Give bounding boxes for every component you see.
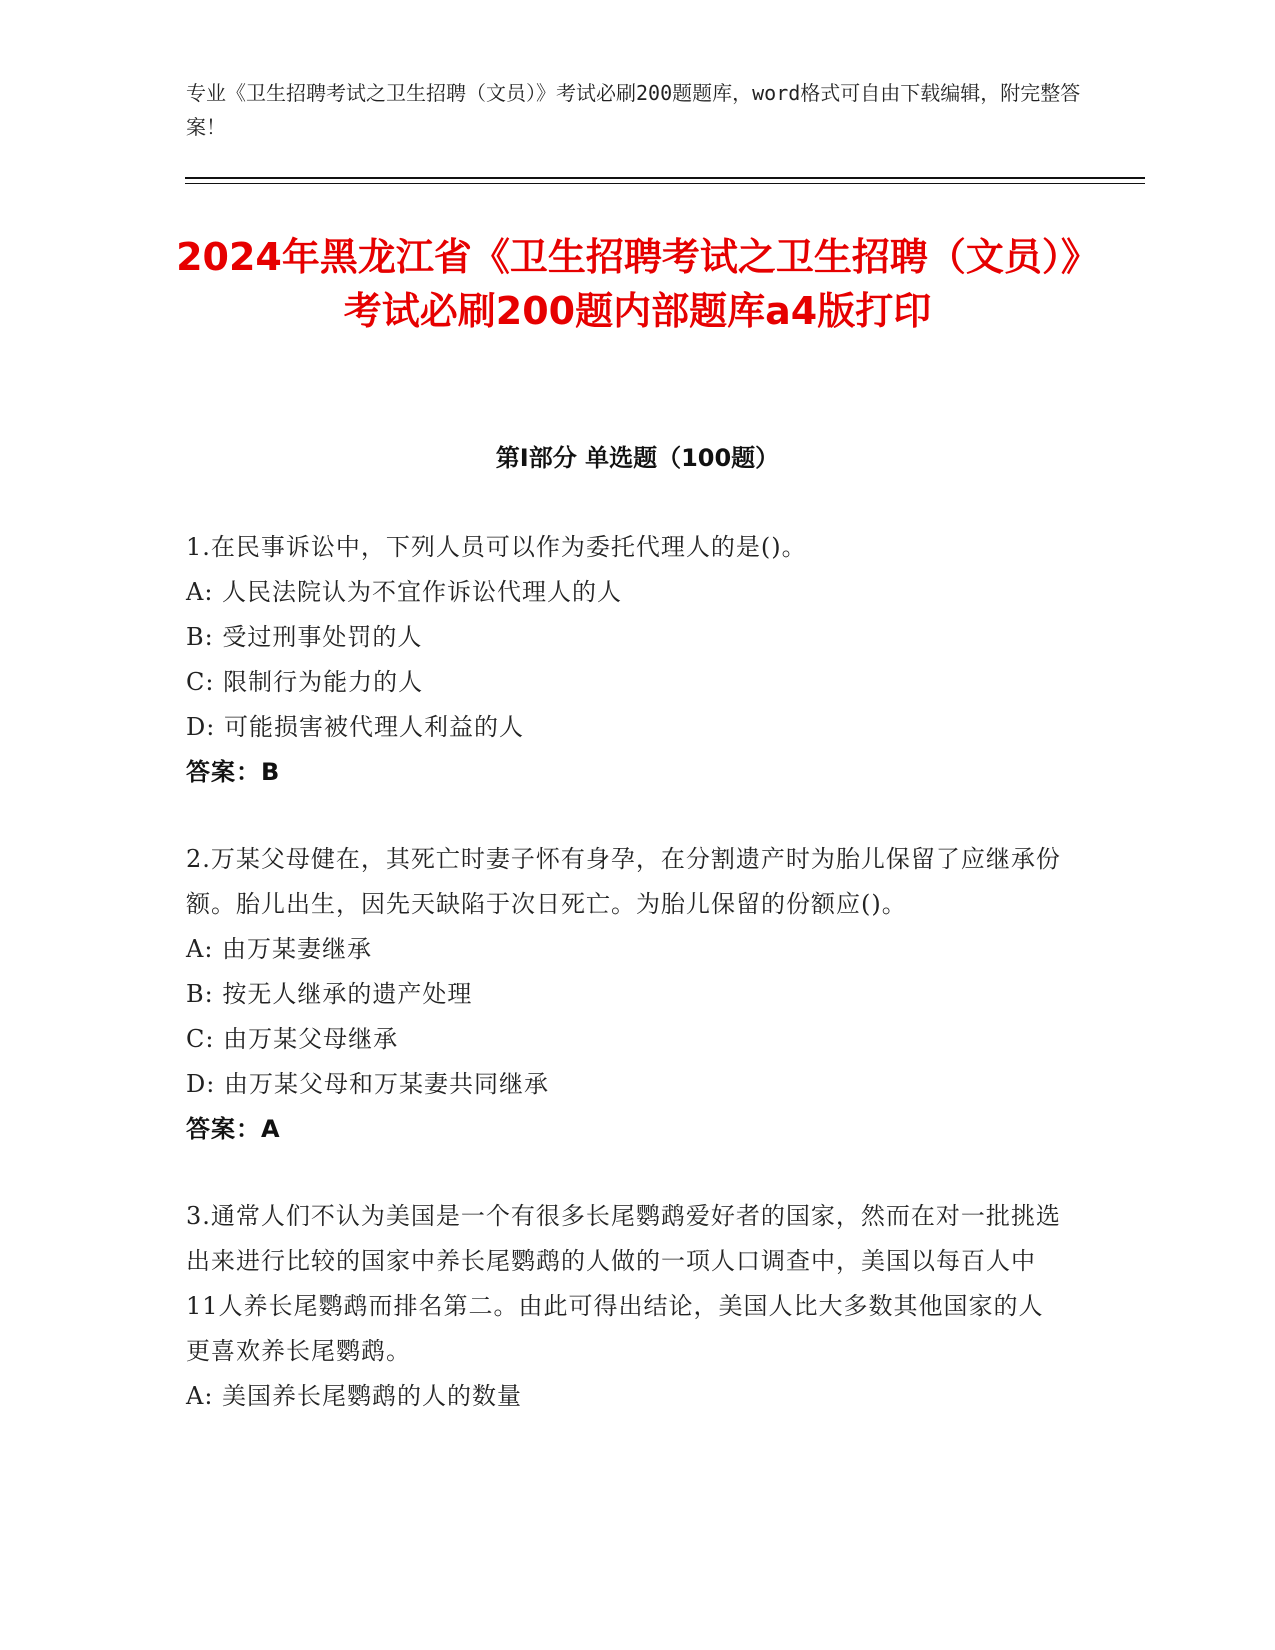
option-d: D: 可能损害被代理人利益的人	[186, 713, 524, 741]
question-text: 2.万某父母健在，其死亡时妻子怀有身孕，在分割遗产时为胎儿保留了应继承份额。胎儿出生，因先天缺陷于次日死亡。为胎儿保留的份额应()。	[186, 845, 1061, 918]
option-b: B: 按无人继承的遗产处理	[186, 980, 473, 1008]
header-rule-thick	[185, 177, 1145, 179]
header-rule-thin	[185, 183, 1145, 184]
option-b: B: 受过刑事处罚的人	[186, 623, 423, 651]
header-note: 专业《卫生招聘考试之卫生招聘（文员）》考试必刷200题题库，word格式可自由下载编辑，附完整答案！	[186, 81, 1081, 139]
question-list	[186, 525, 1066, 1461]
question-1	[186, 525, 1066, 795]
document-title: 2024年黑龙江省《卫生招聘考试之卫生招聘（文员）》考试必刷200题内部题库a4版打印	[176, 235, 1099, 333]
answer: 答案：B	[186, 758, 281, 786]
question-text: 1.在民事诉讼中，下列人员可以作为委托代理人的是()。	[186, 533, 807, 561]
question-text: 3.通常人们不认为美国是一个有很多长尾鹦鹉爱好者的国家，然而在对一批挑选出来进行比较的国家中养长尾鹦鹉的人做的一项人口调查中，美国以每百人中11人养长尾鹦鹉而排名第二。由此可得出结论，美国人比大多数其他国家的人更喜欢养长尾鹦鹉。	[186, 1202, 1061, 1365]
section-heading: 第Ⅰ部分 单选题（100题）	[495, 444, 780, 472]
question-3	[186, 1194, 1066, 1419]
question-2	[186, 837, 1066, 1152]
option-a: A: 人民法院认为不宜作诉讼代理人的人	[186, 578, 623, 606]
option-d: D: 由万某父母和万某妻共同继承	[186, 1070, 549, 1098]
option-c: C: 由万某父母继承	[186, 1025, 399, 1053]
answer: 答案：A	[186, 1115, 281, 1143]
option-a: A: 美国养长尾鹦鹉的人的数量	[186, 1382, 523, 1410]
option-a: A: 由万某妻继承	[186, 935, 373, 963]
option-c: C: 限制行为能力的人	[186, 668, 424, 696]
